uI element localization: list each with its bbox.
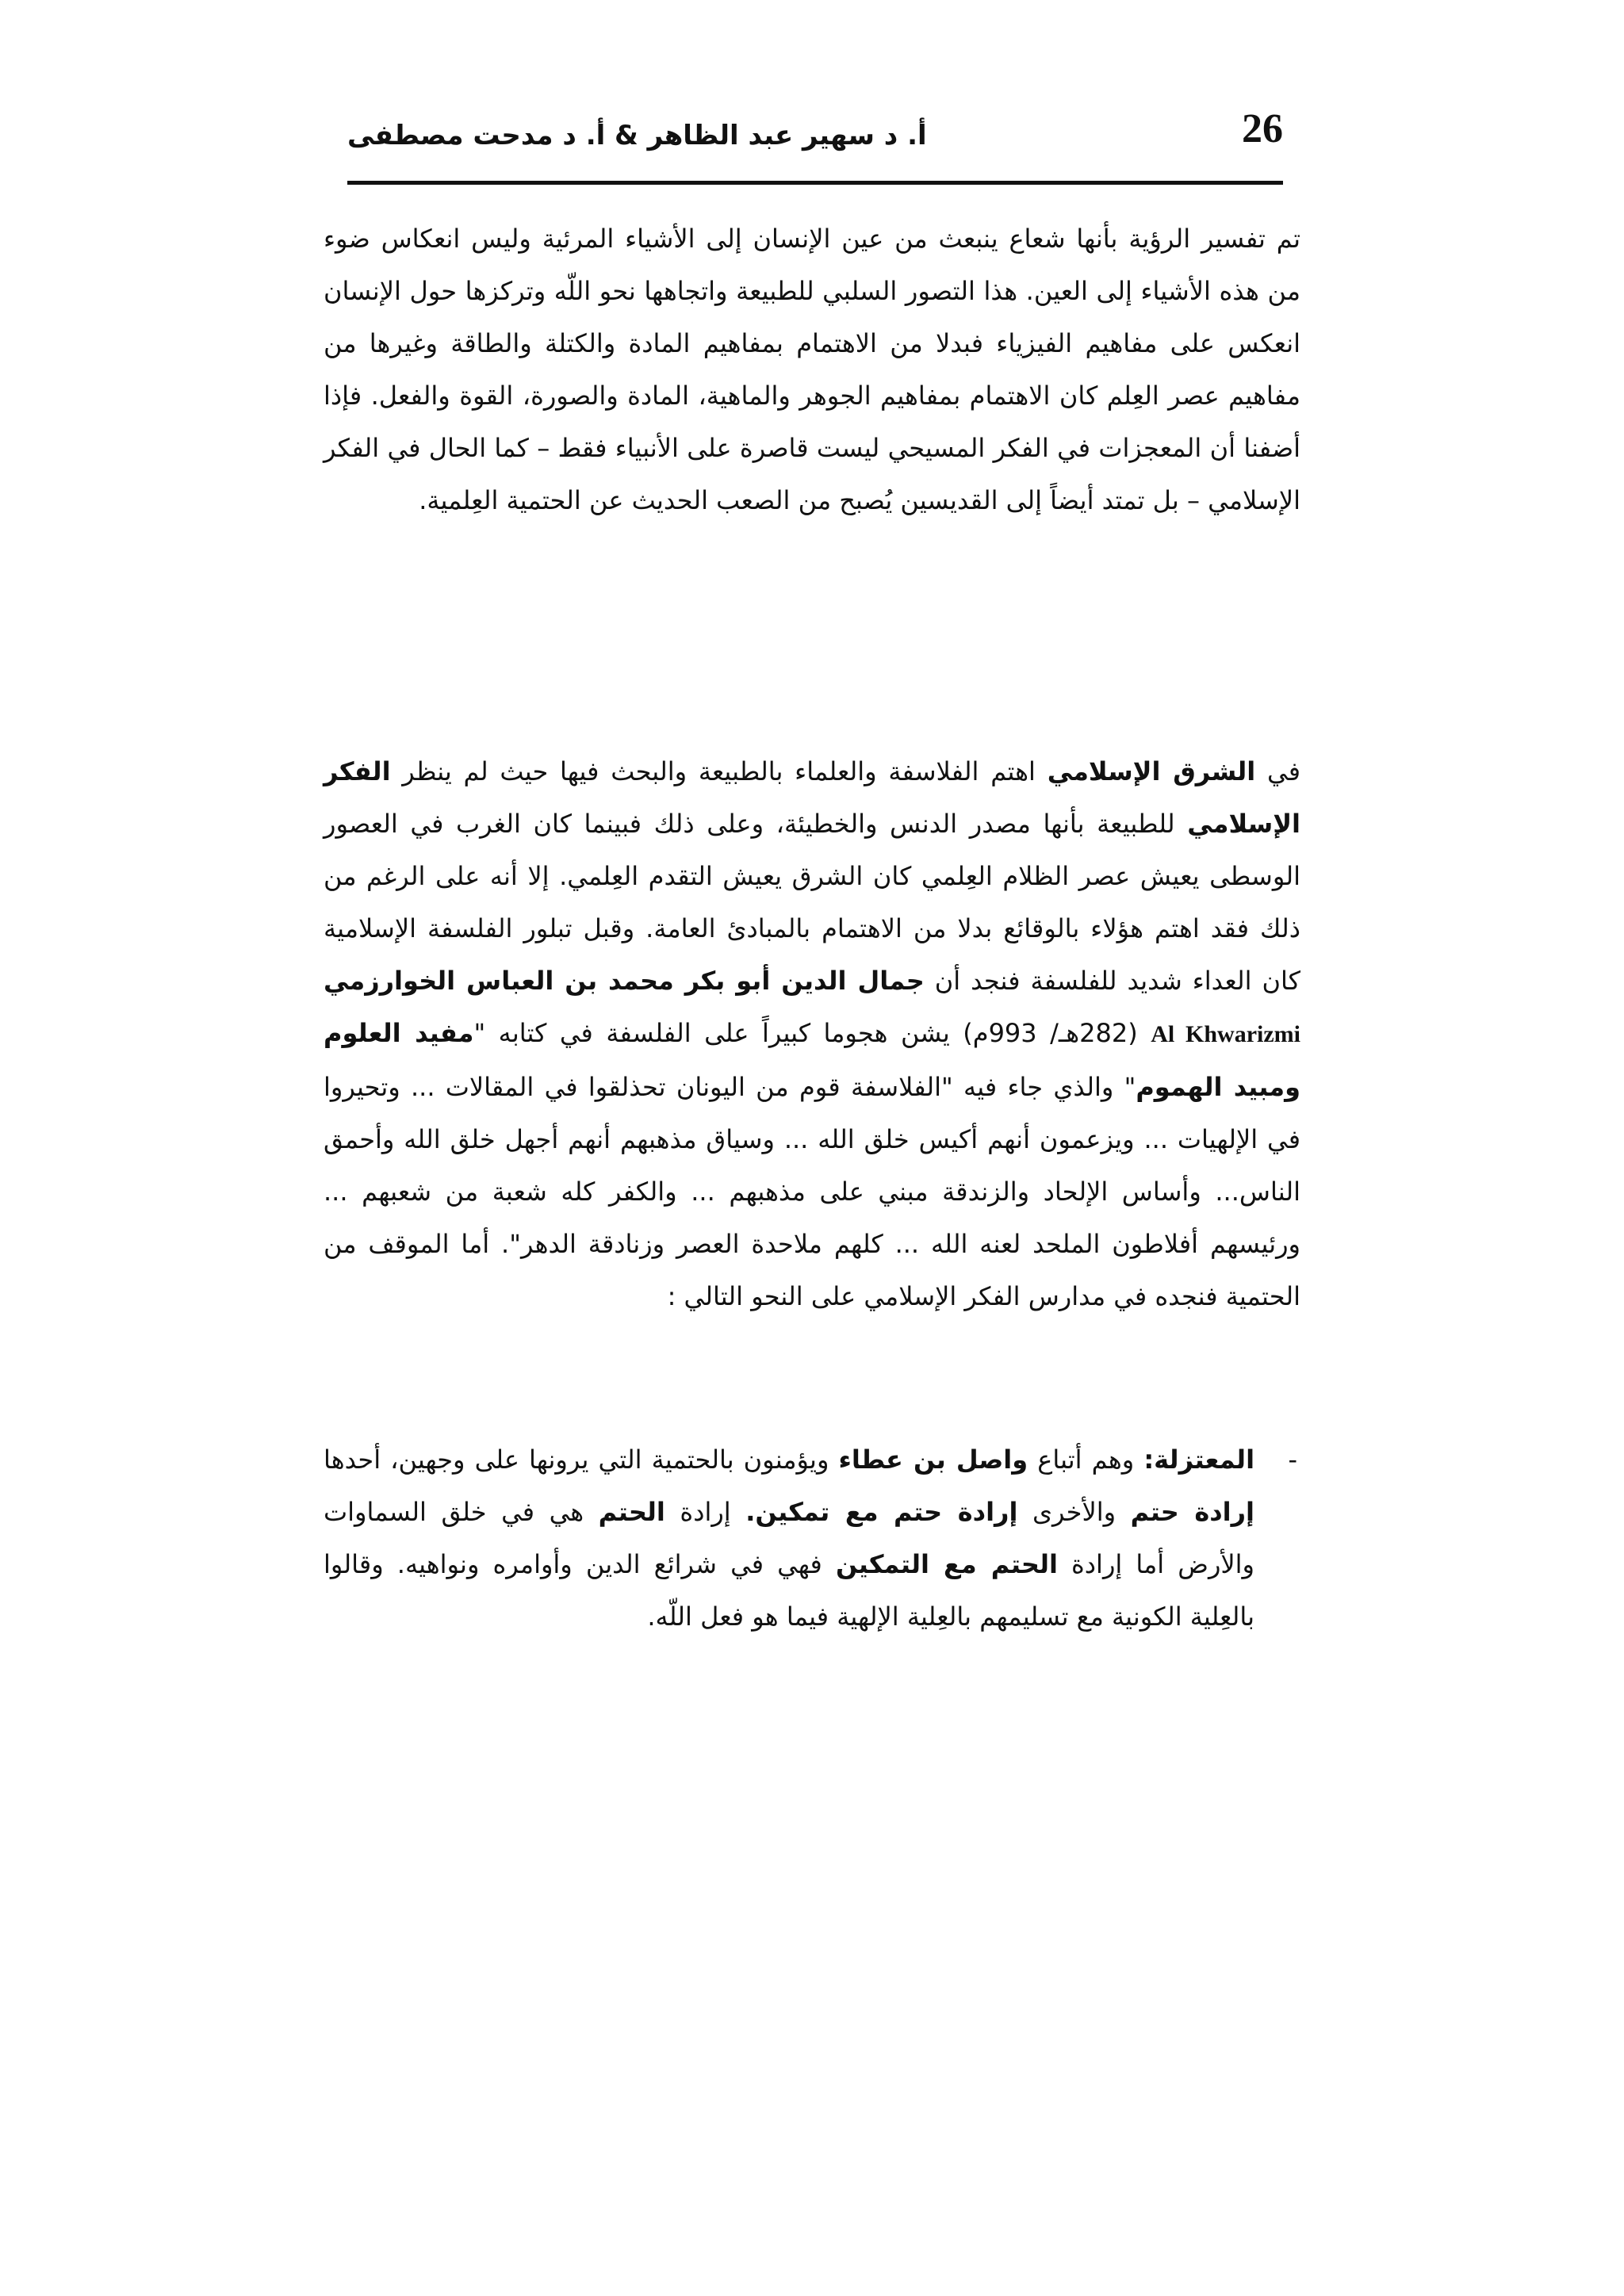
item-bold-wasil: واصل بن عطاء (838, 1445, 1028, 1475)
item-text-5: هي في خلق السماوات والأرض أما إرادة (324, 1497, 1255, 1579)
para2-bold-islamic-thought: الفكر الإسلامي (324, 756, 1300, 839)
item-text-6: فهي في شرائع الدين وأوامره ونواهيه. وقالوا بالعِلية الكونية مع تسليمهم بالعِلية الإلهية فيما هو فعل اللّه. (324, 1549, 1254, 1632)
para2-bold-islamic-east: الشرق الإسلامي (1047, 756, 1256, 786)
para2-text-2: اهتم الفلاسفة والعلماء بالطبيعة والبحث فيها حيث لم ينظر (390, 756, 1048, 786)
page-header (347, 94, 1283, 185)
item-text-3: والأخرى (1017, 1497, 1131, 1527)
para2-text-1: في (1255, 756, 1301, 786)
list-item-mutazila (324, 1433, 1300, 1643)
para2-bold-book-title: مفيد العلوم ومبيد الهموم (324, 1018, 1301, 1102)
para2-text-5: (282هـ/ 993م) يشن هجوما كبيراً على الفلسفة في كتابه " (473, 1018, 1151, 1048)
paragraph-2 (324, 745, 1300, 1322)
para2-text-3: للطبيعة بأنها مصدر الدنس والخطيئة، وعلى ذلك فبينما كان الغرب في العصور الوسطى يعيش عصر الظلام العِلمي كان الشرق يعيش التقدم العِلمي. إلا أنه على الرغم من ذلك فقد اهتم هؤلاء بالوقائع بدلا من الاهتمام بالمبادئ العامة. وقبل تبلور الفلسفة الإسلامية كان العداء شديد للفلسفة فنجد أن (324, 809, 1301, 996)
list (324, 1433, 1300, 1643)
paragraph-1: تم تفسير الرؤية بأنها شعاع ينبعث من عين الإنسان إلى الأشياء المرئية وليس انعكاس ضوء من هذه الأشياء إلى العين. هذا التصور السلبي للطبيعة واتجاهها نحو اللّه وتركزها حول الإنسان انعكس على مفاهيم الفيزياء فبدلا من الاهتمام بمفاهيم المادة والكتلة والطاقة وغيرها من مفاهيم عصر العِلم كان الاهتمام بمفاهيم الجوهر والماهية، المادة والصورة، القوة والفعل. فإذا أضفنا أن المعجزات في الفكر المسيحي ليست قاصرة على الأنبياء فقط – كما الحال في الفكر الإسلامي – بل تمتد أيضاً إلى القديسين يُصبح من الصعب الحديث عن الحتمية العِلمية. (324, 224, 1300, 515)
page-number: 26 (1242, 106, 1283, 151)
para2-latin-name: Al Khwarizmi (1151, 1021, 1300, 1047)
para2-text-6: " والذي جاء فيه "الفلاسفة قوم من اليونان تحذلقوا في المقالات ... وتحيروا في الإلهيات ... ويزعمون أنهم أكيس خلق الله ... وسياق مذهبهم أنهم أجهل خلق الله وأحمق الناس... وأساس الإلحاد والزندقة مبني على مذهبهم ... والكفر كله شعبة من شعبهم ... ورئيسهم أفلاطون الملحد لعنه الله ... كلهم ملاحدة العصر وزنادقة الدهر". أما الموقف من الحتمية فنجده في مدارس الفكر الإسلامي على النحو التالي : (324, 1072, 1300, 1311)
running-title: أ. د سهير عبد الظاهر & أ. د مدحت مصطفى (347, 120, 927, 151)
item-bold-mutazila: المعتزلة: (1143, 1445, 1255, 1475)
item-bold-decree-with-enabling: الحتم مع التمكين (835, 1549, 1058, 1579)
item-bold-will-decree-enabling: إرادة حتم مع تمكين. (745, 1497, 1018, 1527)
item-text-4: إرادة (665, 1497, 746, 1527)
para2-bold-khwarizmi-name: جمال الدين أبو بكر محمد بن العباس الخوارزمي (324, 966, 925, 996)
list-bullet: - (1288, 1445, 1297, 1475)
schools-list (324, 1433, 1300, 1643)
item-text-1: وهم أتباع (1028, 1445, 1144, 1475)
item-bold-decree: الحتم (598, 1497, 665, 1527)
item-text-2: ويؤمنون بالحتمية التي يرونها على وجهين، أحدها (324, 1445, 839, 1475)
item-bold-will-decree: إرادة حتم (1130, 1497, 1254, 1527)
